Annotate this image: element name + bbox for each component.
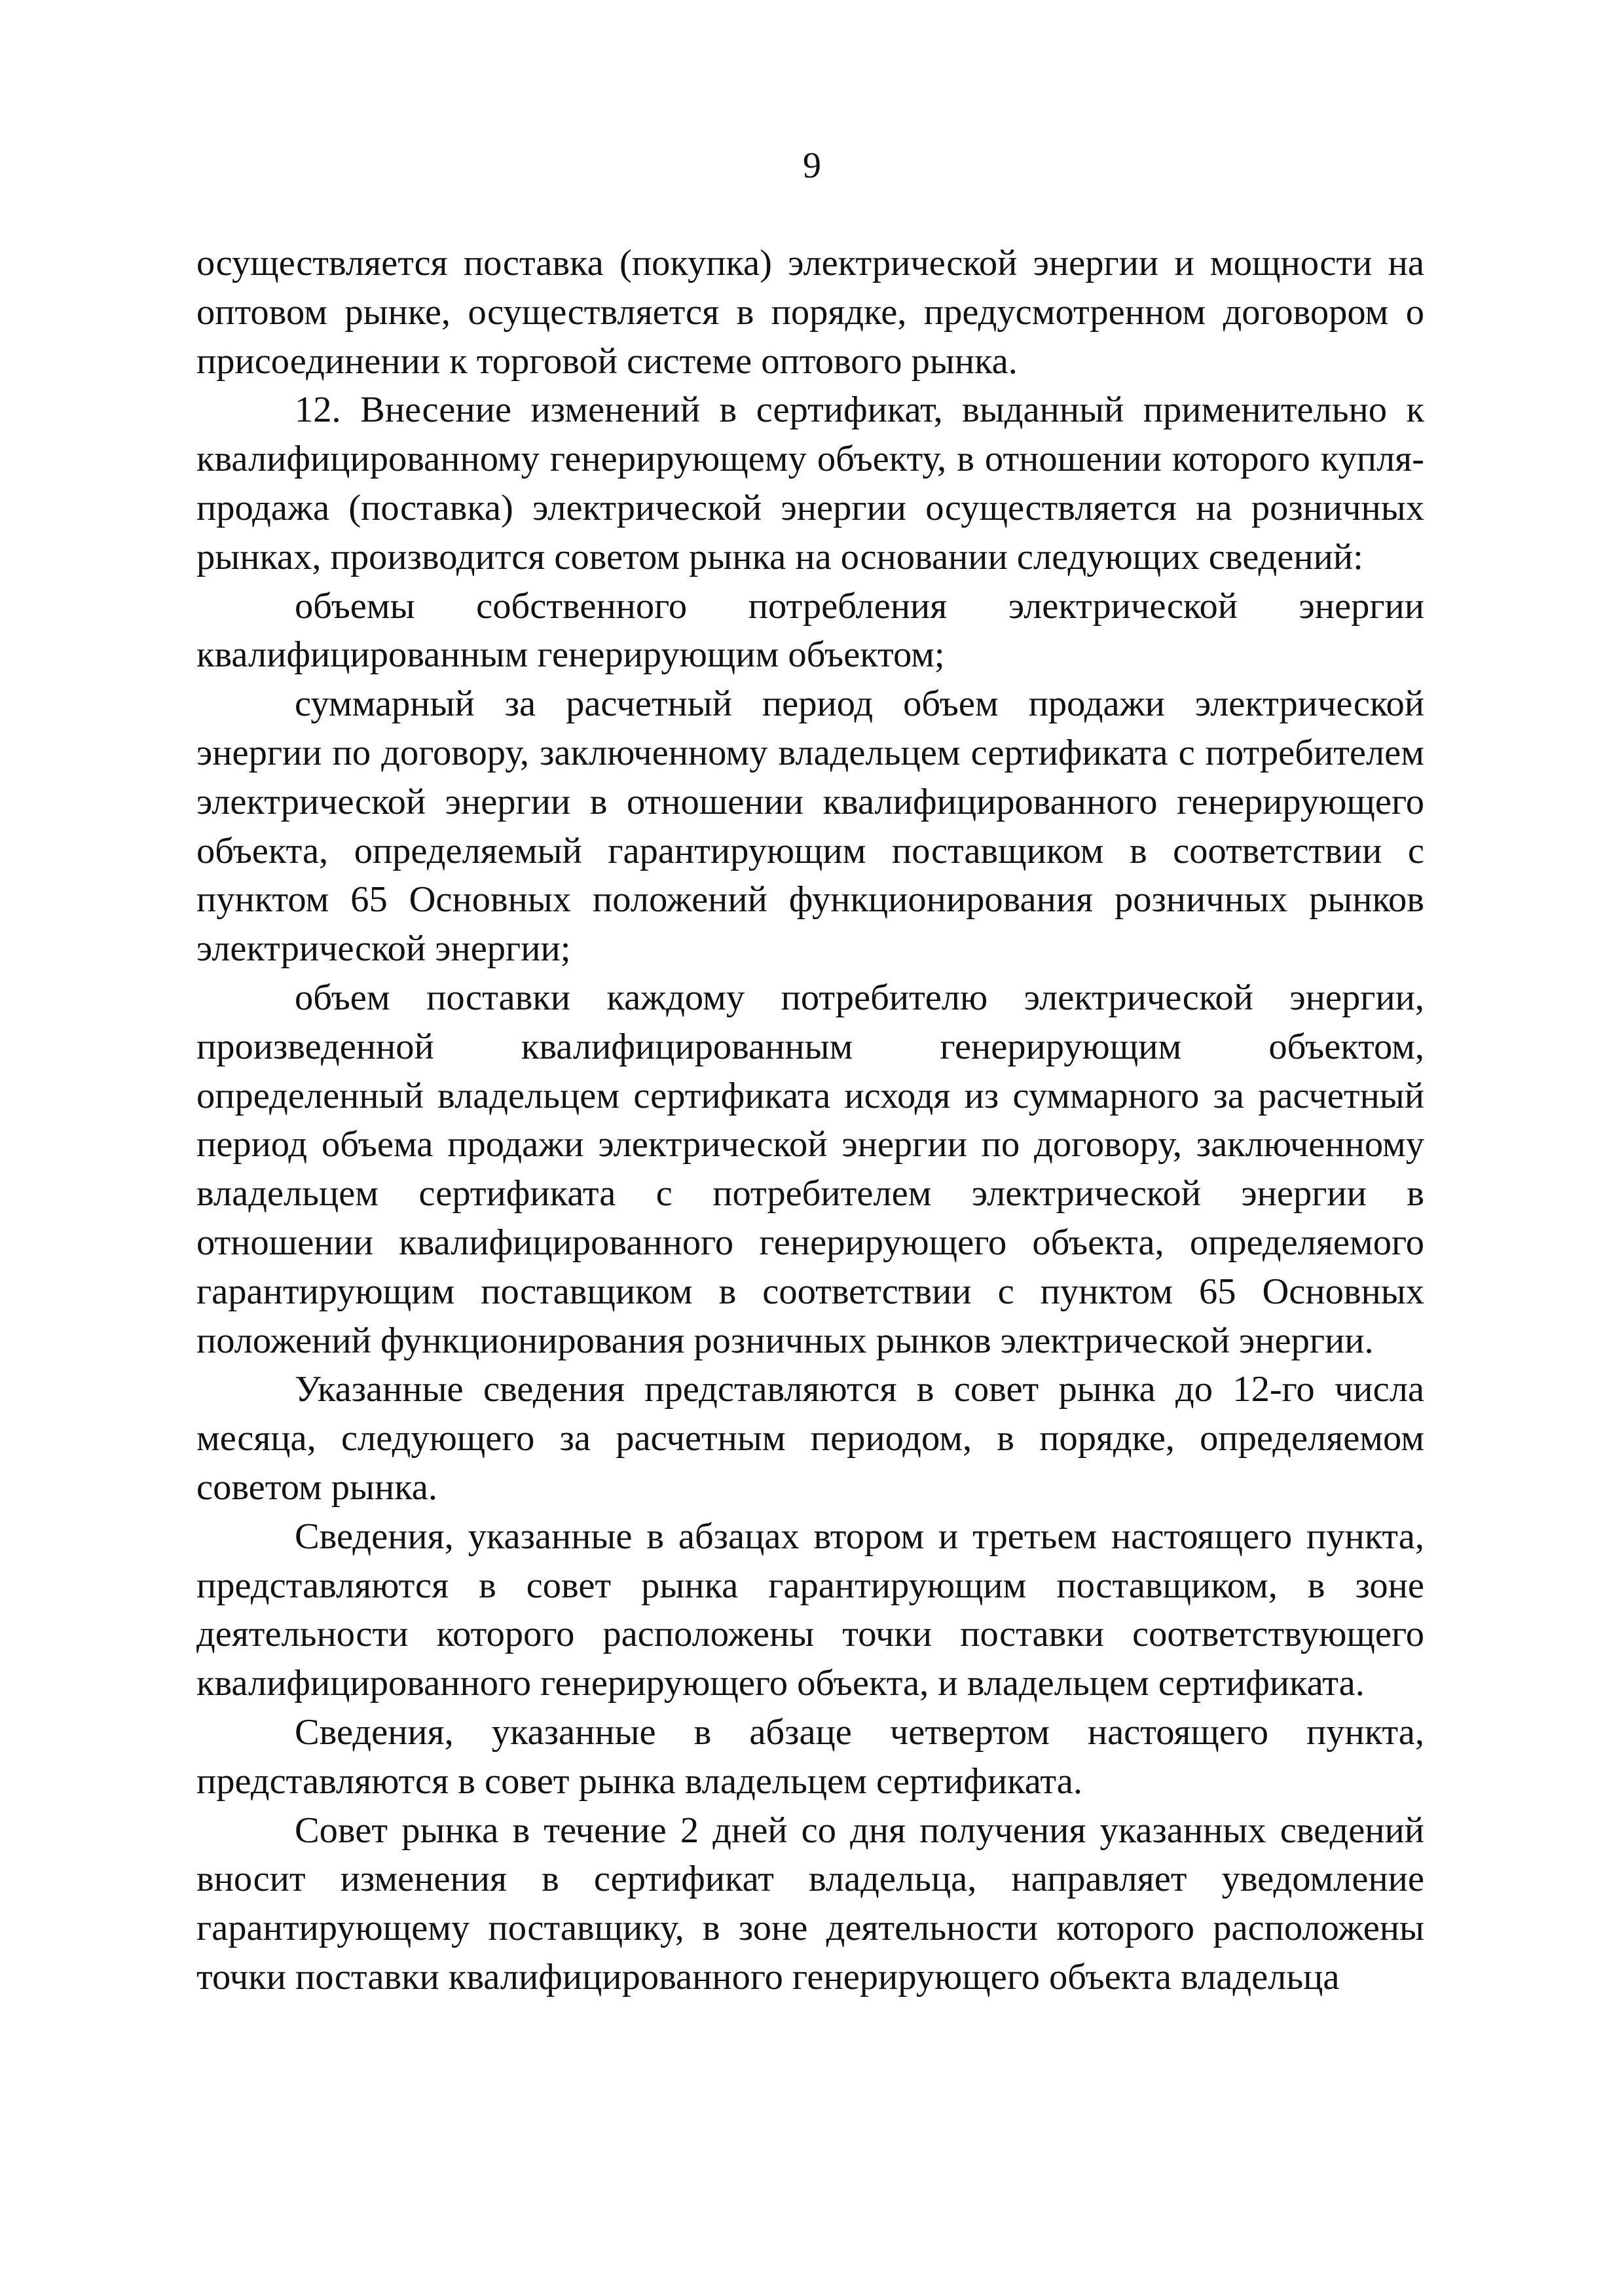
paragraph-own-consumption: объемы собственного потребления электрической энергии квалифицированным генерирующим объектом; [196,585,1424,676]
paragraph-item-12: 12. Внесение изменений в сертификат, выданный применительно к квалифицированному генерирующему объекту, в отношении которого купля-продажа (поставка) электрической энергии осуществляется на розничных рынках, производится советом рынка на основании следующих сведений: [196,390,1424,577]
page-number: 9 [803,145,821,186]
document-body [196,239,1424,2002]
paragraph-supplier-submission: Сведения, указанные в абзацах втором и третьем настоящего пункта, представляются в совет рынка гарантирующим поставщиком, в зоне деятельности которого расположены точки поставки соответствующего квалифицированного генерирующего объекта, и владельцем сертификата. [196,1516,1424,1704]
paragraph-total-sales-volume: суммарный за расчетный период объем продажи электрической энергии по договору, заключенному владельцем сертификата с потребителем электрической энергии в отношении квалифицированного генерирующего объекта, определяемый гарантирующим поставщиком в соответствии с пунктом 65 Основных положений функционирования розничных рынков электрической энергии; [196,683,1424,970]
paragraph-submission-deadline: Указанные сведения представляются в совет рынка до 12-го числа месяца, следующего за расчетным периодом, в порядке, определяемом советом рынка. [196,1369,1424,1508]
paragraph-continuation: осуществляется поставка (покупка) электрической энергии и мощности на оптовом рынке, осуществляется в порядке, предусмотренном договором о присоединении к торговой системе оптового рынка. [196,243,1424,382]
paragraph-owner-submission: Сведения, указанные в абзаце четвертом настоящего пункта, представляются в совет рынка владельцем сертификата. [196,1711,1424,1802]
paragraph-market-council-action: Совет рынка в течение 2 дней со дня получения указанных сведений вносит изменения в сертификат владельца, направляет уведомление гарантирующему поставщику, в зоне деятельности которого расположены точки поставки квалифицированного генерирующего объекта владельца [196,1810,1424,1997]
paragraph-supply-volume: объем поставки каждому потребителю электрической энергии, произведенной квалифицированным генерирующим объектом, определенный владельцем сертификата исходя из суммарного за расчетный период объема продажи электрической энергии по договору, заключенному владельцем сертификата с потребителем электрической энергии в отношении квалифицированного генерирующего объекта, определяемого гарантирующим поставщиком в соответствии с пунктом 65 Основных положений функционирования розничных рынков электрической энергии. [196,977,1424,1361]
